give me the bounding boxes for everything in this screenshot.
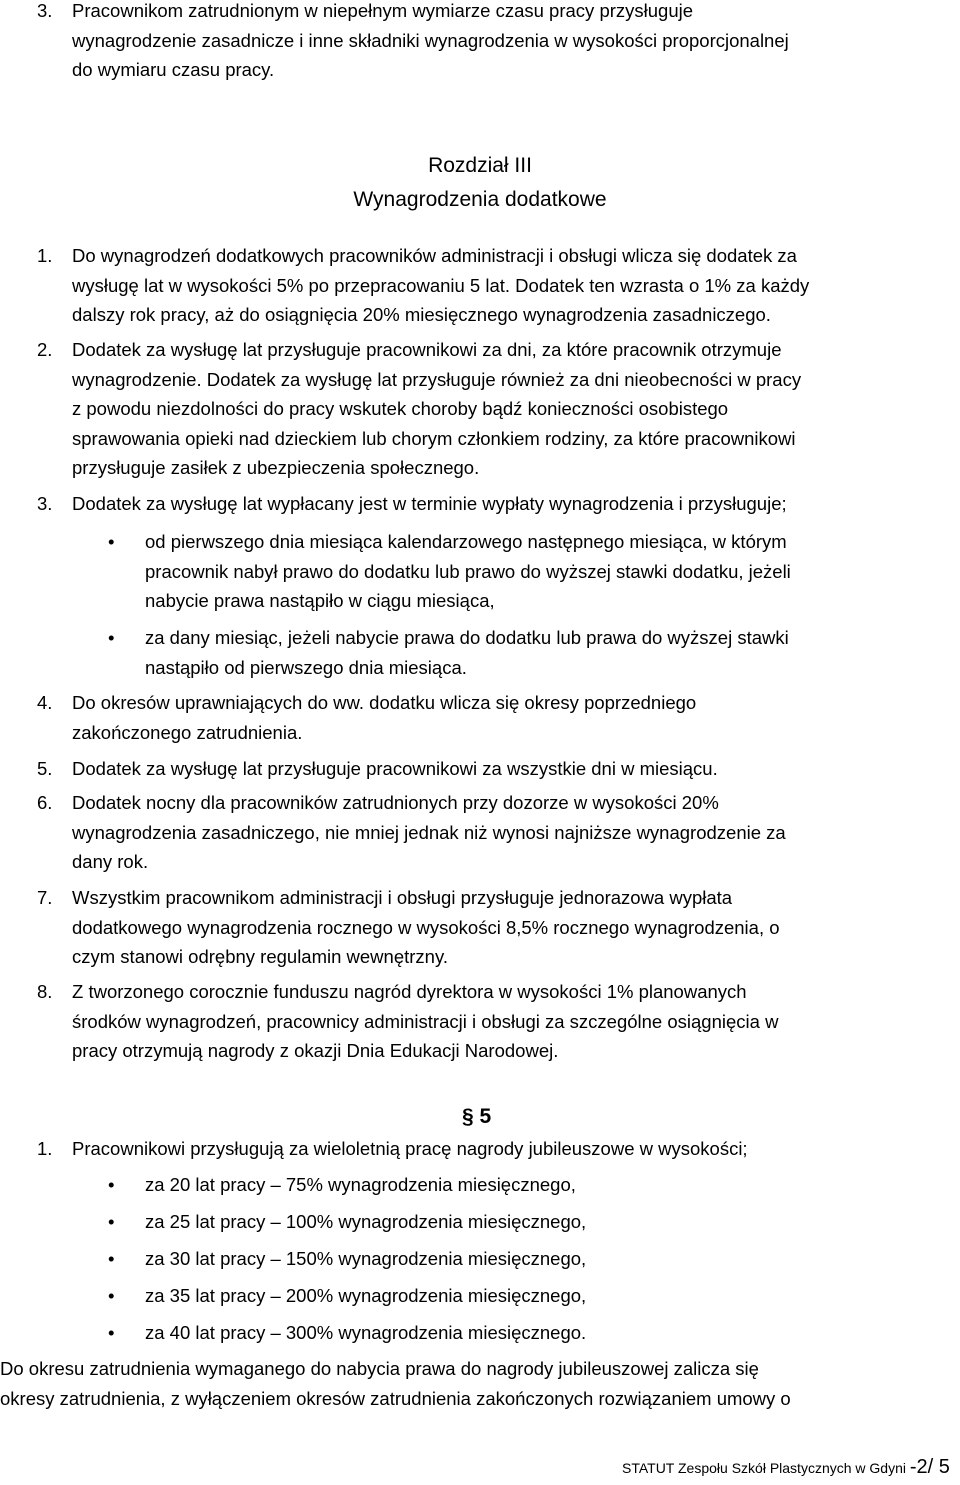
list-number: 6. — [37, 792, 53, 813]
chapter-subtitle: Wynagrodzenia dodatkowe — [353, 188, 607, 211]
list-number: 1. — [37, 245, 53, 266]
list-text: Do wynagrodzeń dodatkowych pracowników administracji i obsługi wlicza się dodatek za wysługę lat w wysokości 5% po przepracowaniu 5 lat. Dodatek ten wzrasta o 1% za każdy dalszy rok pracy, aż do osiągnięcia 20% miesięcznego wynagrodzenia zasadniczego. — [72, 245, 810, 325]
bullet-icon: • — [108, 1174, 115, 1195]
closing-paragraph: Do okresu zatrudnienia wymaganego do nabycia prawa do nagrody jubileuszowej zalicza się okresy zatrudnienia, z wyłączeniem okresów zatrudnienia zakończonych rozwiązaniem umowy o — [0, 1358, 791, 1409]
list-number: 2. — [37, 339, 53, 360]
list-number: 4. — [37, 692, 53, 713]
bullet-text: za 30 lat pracy – 150% wynagrodzenia miesięcznego, — [145, 1248, 587, 1269]
page-number: -2/ 5 — [909, 1456, 950, 1478]
bullet-text: za 35 lat pracy – 200% wynagrodzenia miesięcznego, — [145, 1285, 587, 1306]
list-text: Wszystkim pracownikom administracji i obsługi przysługuje jednorazowa wypłata dodatkowego wynagrodzenia rocznego w wysokości 8,5% rocznego wynagrodzenia, o czym stanowi odrębny regulamin wewnętrzny. — [72, 887, 780, 967]
list-number: 3. — [37, 493, 53, 514]
list-text: Dodatek nocny dla pracowników zatrudnionych przy dozorze w wysokości 20% wynagrodzenia zasadniczego, nie mniej jednak niż wynosi najniższe wynagrodzenie za dany rok. — [72, 792, 786, 872]
list-text: Pracownikom zatrudnionym w niepełnym wymiarze czasu pracy przysługuje wynagrodzenie zasadnicze i inne składniki wynagrodzenia w wysokości proporcjonalnej do wymiaru czasu pracy. — [72, 0, 789, 80]
list-text: Z tworzonego corocznie funduszu nagród dyrektora w wysokości 1% planowanych środków wynagrodzeń, pracownicy administracji i obsługi za szczególne osiągnięcia w pracy otrzymują nagrody z okazji Dnia Edukacji Narodowej. — [72, 981, 779, 1061]
list-number: 8. — [37, 981, 53, 1002]
chapter-heading — [0, 149, 960, 217]
bullet-icon: • — [108, 1248, 115, 1269]
list-number: 1. — [37, 1138, 53, 1159]
bullet-text: za 25 lat pracy – 100% wynagrodzenia miesięcznego, — [145, 1211, 587, 1232]
bullet-text: od pierwszego dnia miesiąca kalendarzowego następnego miesiąca, w którym pracownik nabył prawo do dodatku lub prawo do wyższej stawki dodatku, jeżeli nabycie prawa nastąpiło w ciągu miesiąca, — [145, 531, 791, 611]
list-text: Dodatek za wysługę lat wypłacany jest w terminie wypłaty wynagrodzenia i przysługuje; — [72, 493, 787, 514]
list-number: 3. — [37, 0, 53, 21]
bullet-icon: • — [108, 1322, 115, 1343]
section-heading: § 5 — [462, 1105, 492, 1128]
list-text: Do okresów uprawniających do ww. dodatku wlicza się okresy poprzedniego zakończonego zatrudnienia. — [72, 692, 697, 743]
list-text: Dodatek za wysługę lat przysługuje pracownikowi za dni, za które pracownik otrzymuje wynagrodzenie. Dodatek za wysługę lat przysługuje również za dni nieobecności w pracy z powodu niezdolności do pracy wskutek choroby bądź konieczności osobistego sprawowania opieki nad dzieckiem lub chorym członkiem rodziny, za które pracownikowi przysługuje zasiłek z ubezpieczenia społecznego. — [72, 339, 802, 478]
bullet-icon: • — [108, 627, 115, 648]
footer-text: STATUT Zespołu Szkół Plastycznych w Gdyni — [622, 1460, 906, 1476]
bullet-icon: • — [108, 1211, 115, 1232]
list-text: Pracownikowi przysługują za wieloletnią pracę nagrody jubileuszowe w wysokości; — [72, 1138, 748, 1159]
page-footer — [622, 1457, 950, 1478]
list-number: 7. — [37, 887, 53, 908]
chapter-title: Rozdział III — [428, 154, 532, 177]
bullet-icon: • — [108, 1285, 115, 1306]
bullet-text: za dany miesiąc, jeżeli nabycie prawa do dodatku lub prawa do wyższej stawki nastąpiło od pierwszego dnia miesiąca. — [145, 627, 789, 678]
bullet-text: za 40 lat pracy – 300% wynagrodzenia miesięcznego. — [145, 1322, 587, 1343]
bullet-text: za 20 lat pracy – 75% wynagrodzenia miesięcznego, — [145, 1174, 576, 1195]
bullet-icon: • — [108, 531, 115, 552]
list-number: 5. — [37, 758, 53, 779]
list-text: Dodatek za wysługę lat przysługuje pracownikowi za wszystkie dni w miesiącu. — [72, 758, 718, 779]
